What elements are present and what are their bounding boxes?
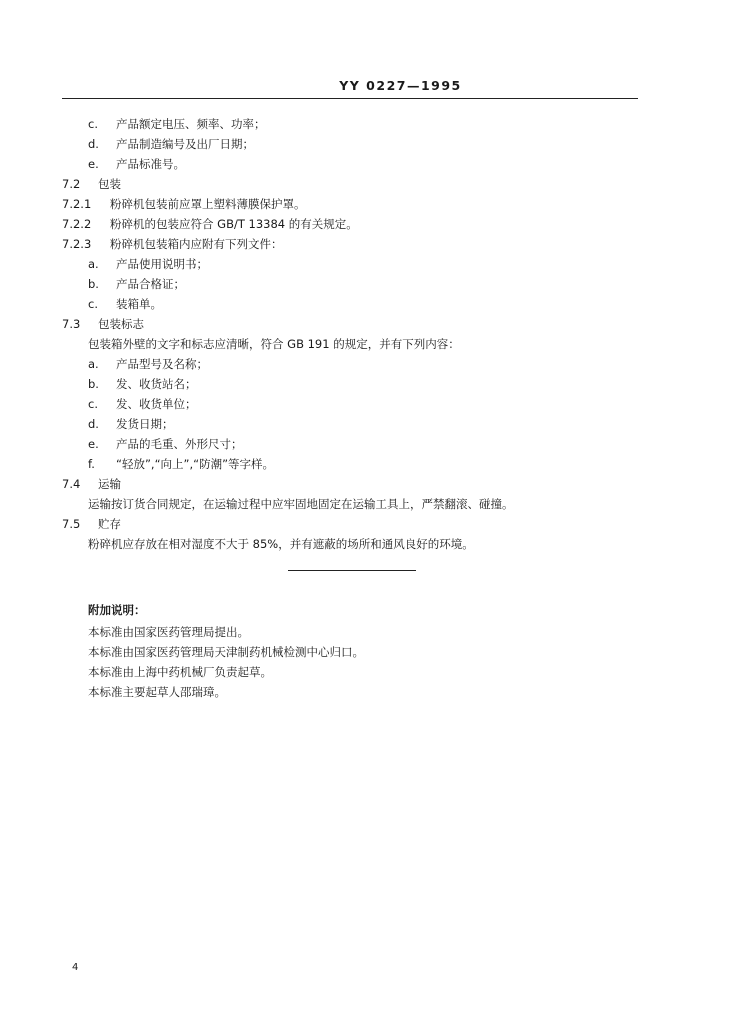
- item-text: 装箱单。: [116, 297, 162, 311]
- item-label: c.: [88, 297, 98, 311]
- item-label: d.: [88, 137, 99, 151]
- clause: [62, 236, 283, 252]
- paragraph: 包装箱外壁的文字和标志应清晰，符合 GB 191 的规定，并有下列内容：: [88, 337, 460, 351]
- list-item: [88, 276, 185, 292]
- page-number: 4: [72, 962, 79, 973]
- item-label: f.: [88, 457, 95, 471]
- list-item: [88, 376, 197, 392]
- list-item: [88, 436, 243, 452]
- section-number: 7.4: [62, 477, 81, 491]
- item-label: e.: [88, 157, 99, 171]
- section-title: 运输: [98, 477, 121, 491]
- notes-line: 本标准由国家医药管理局天津制药机械检测中心归口。: [88, 645, 364, 659]
- notes-line: 本标准由国家医药管理局提出。: [88, 625, 249, 639]
- section-title: 包装: [98, 177, 121, 191]
- item-text: 发货日期；: [116, 417, 174, 431]
- notes-line: 本标准由上海中药机械厂负责起草。: [88, 665, 272, 679]
- section-heading: [62, 476, 121, 492]
- list-item: [88, 116, 266, 132]
- notes-title: 附加说明：: [88, 603, 146, 617]
- list-item: [88, 156, 185, 172]
- item-text: 产品使用说明书；: [116, 257, 208, 271]
- section-heading: [62, 176, 121, 192]
- list-item: [88, 296, 162, 312]
- item-text: 产品制造编号及出厂日期；: [116, 137, 254, 151]
- list-item: [88, 136, 254, 152]
- clause-number: 7.2.2: [62, 217, 92, 231]
- list-item: [88, 396, 197, 412]
- end-of-text-rule: [288, 570, 416, 571]
- section-title: 贮存: [98, 517, 121, 531]
- item-label: a.: [88, 257, 99, 271]
- clause: [62, 216, 358, 232]
- clause-text: 粉碎机的包装应符合 GB/T 13384 的有关规定。: [110, 217, 358, 231]
- section-number: 7.2: [62, 177, 81, 191]
- item-label: e.: [88, 437, 99, 451]
- section-heading: [62, 316, 144, 332]
- item-label: b.: [88, 277, 99, 291]
- clause-text: 粉碎机包装箱内应附有下列文件：: [110, 237, 283, 251]
- section-number: 7.3: [62, 317, 81, 331]
- header-rule: [62, 98, 638, 99]
- item-text: 发、收货站名；: [116, 377, 197, 391]
- list-item: [88, 416, 174, 432]
- item-text: 产品型号及名称；: [116, 357, 208, 371]
- item-text: “轻放”,“向上”,“防潮”等字样。: [116, 457, 275, 471]
- paragraph: 运输按订货合同规定，在运输过程中应牢固地固定在运输工具上，严禁翻滚、碰撞。: [88, 497, 514, 511]
- clause-number: 7.2.1: [62, 197, 92, 211]
- paragraph: 粉碎机应存放在相对湿度不大于 85%，并有遮蔽的场所和通风良好的环境。: [88, 537, 474, 551]
- item-text: 产品合格证；: [116, 277, 185, 291]
- item-label: c.: [88, 397, 98, 411]
- item-label: b.: [88, 377, 99, 391]
- item-label: c.: [88, 117, 98, 131]
- section-title: 包装标志: [98, 317, 144, 331]
- clause-number: 7.2.3: [62, 237, 92, 251]
- standard-code-header: YY 0227—1995: [339, 78, 462, 93]
- clause: [62, 196, 306, 212]
- clause-text: 粉碎机包装前应罩上塑料薄膜保护罩。: [110, 197, 306, 211]
- list-item: [88, 456, 274, 472]
- list-item: [88, 356, 208, 372]
- notes-line: 本标准主要起草人邵瑞璋。: [88, 685, 226, 699]
- section-heading: [62, 516, 121, 532]
- section-number: 7.5: [62, 517, 81, 531]
- item-text: 产品额定电压、频率、功率；: [116, 117, 266, 131]
- item-text: 产品的毛重、外形尺寸；: [116, 437, 243, 451]
- item-text: 发、收货单位；: [116, 397, 197, 411]
- item-text: 产品标准号。: [116, 157, 185, 171]
- item-label: a.: [88, 357, 99, 371]
- item-label: d.: [88, 417, 99, 431]
- list-item: [88, 256, 208, 272]
